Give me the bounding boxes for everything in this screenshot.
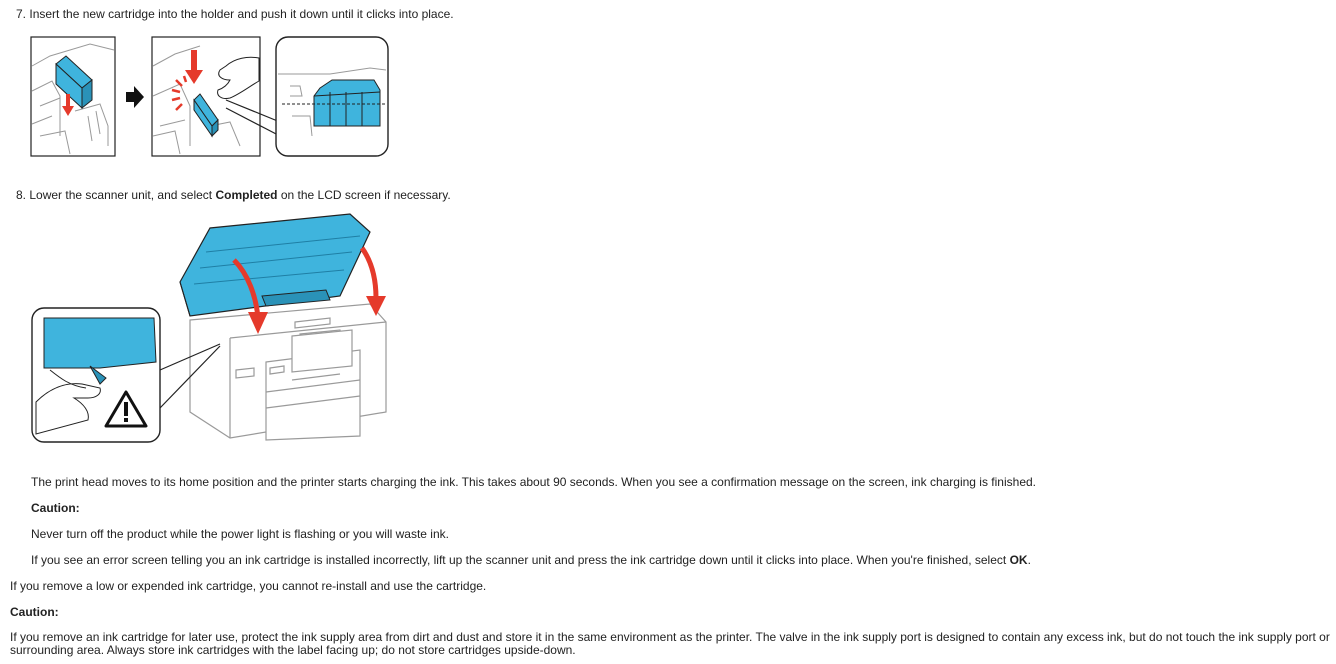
printer-body — [190, 304, 386, 440]
ok-option-label: OK — [1009, 553, 1028, 567]
step-8-instruction-start: Lower the scanner unit, and select — [29, 188, 213, 202]
cartridge-insert-illustration — [30, 36, 390, 158]
step-7-number: 7. — [16, 7, 27, 21]
reinstall-note: If you remove a low or expended ink cartridge, you cannot re-install and use the cartridge. — [10, 579, 487, 593]
scanner-unit-icon — [180, 214, 370, 316]
error-screen-text: If you see an error screen telling you an ink cartridge is installed incorrectly, lift up the scanner unit and press the ink cartridge down until it clicks into place. When you're finished, select — [31, 553, 1007, 567]
insert-panel-zoom — [276, 37, 388, 156]
step-7-instruction: Insert the new cartridge into the holder and push it down until it clicks into place. — [29, 7, 454, 21]
error-screen-period: . — [1027, 553, 1031, 567]
lower-scanner-illustration — [30, 212, 390, 444]
caution-text-1: Never turn off the product while the power light is flashing or you will waste ink. — [31, 527, 449, 541]
right-arrow-icon — [126, 86, 144, 108]
step-8-text — [16, 188, 451, 202]
caution-heading-2 — [10, 605, 59, 619]
caution-label-2: Caution: — [10, 605, 59, 619]
completed-option-label: Completed — [215, 188, 278, 202]
step-7-text — [16, 7, 454, 21]
print-head-note: The print head moves to its home position and the printer starts charging the ink. This takes about 90 seconds. When you see a confirmation message on the screen, ink charging is finished. — [31, 475, 1036, 489]
finger-detail-zoom — [32, 308, 160, 442]
caution-text-2: If you remove an ink cartridge for later use, protect the ink supply area from dirt and dust and store it in the same environment as the printer. The valve in the ink supply port is designed to contain any excess ink, but do not touch the ink supply port or surrounding area. Always store ink cartridges with the label facing up; do not store cartridges upside-down. — [10, 630, 1330, 657]
insert-panel-1 — [31, 37, 115, 156]
step-8-number: 8. — [16, 188, 27, 202]
error-screen-note — [31, 553, 1031, 567]
insert-panel-2 — [152, 37, 280, 156]
caution-label-1: Caution: — [31, 501, 80, 515]
caution-heading-1 — [31, 501, 80, 515]
installed-cartridges-icon — [314, 80, 380, 126]
step-8-instruction-end: on the LCD screen if necessary. — [280, 188, 451, 202]
